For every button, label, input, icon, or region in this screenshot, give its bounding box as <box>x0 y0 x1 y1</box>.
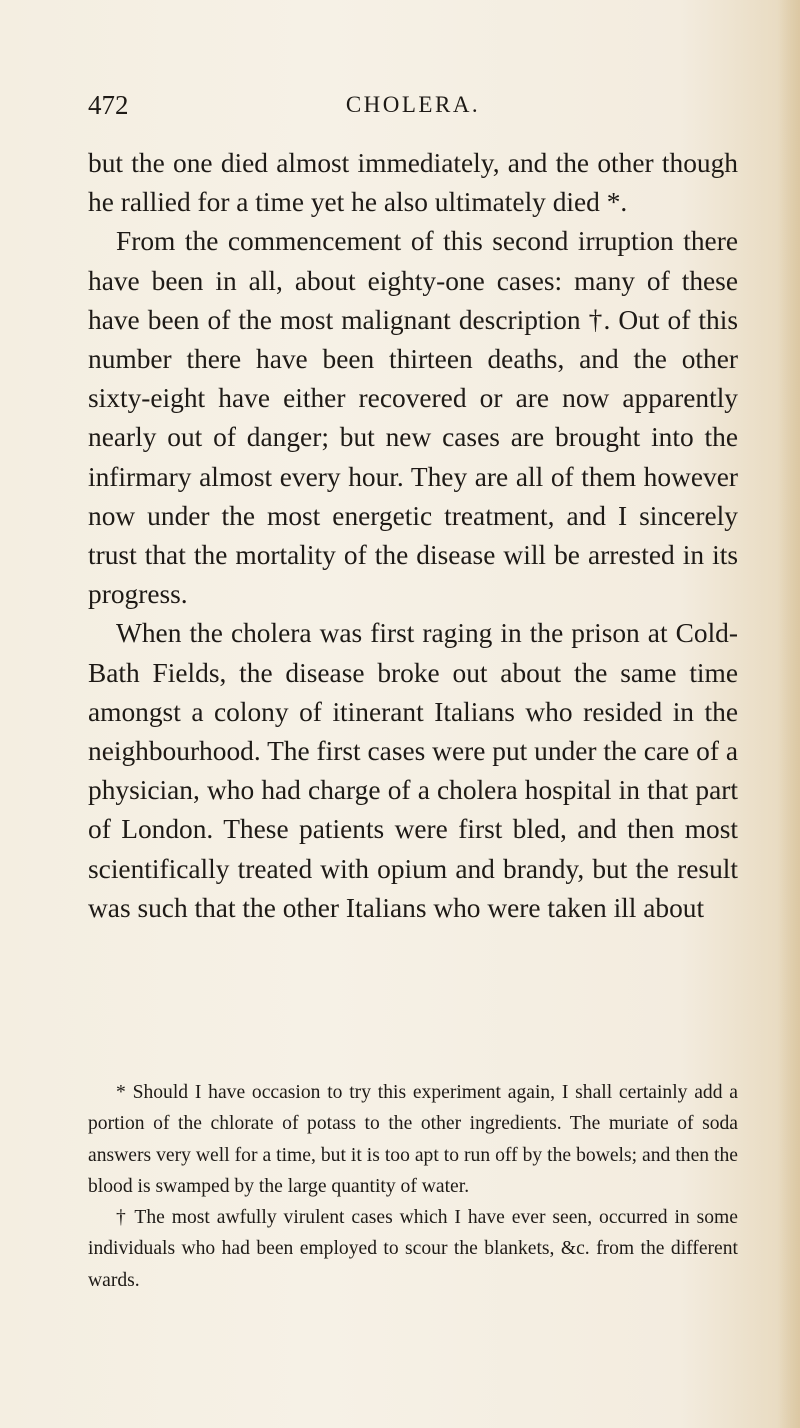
paragraph-2: From the commencement of this second irruption there have been in all, about eighty-one cases: many of these have been of the most malignant description †. Out of this number there have been thirteen deaths, and the other sixty-eight have either recovered or are now apparently nearly out of danger; but new cases are brought into the infirmary almost every hour. They are all of them however now under the most energetic treatment, and I sincerely trust that the mortality of the disease will be arrested in its progress. <box>88 226 738 610</box>
footnote-asterisk: * Should I have occasion to try this experiment again, I shall certainly add a portion of the chlorate of potass to the other ingredients. The muriate of soda answers very well for a time, but it is too apt to run off by the bowels; and then the blood is swamped by the large quantity of water. <box>88 1082 738 1197</box>
footnotes <box>88 1077 738 1296</box>
page-header <box>88 88 738 122</box>
paragraph-3: When the cholera was first raging in the prison at Cold-Bath Fields, the disease broke out about the same time amongst a colony of itinerant Italians who resided in the neighbourhood. The first cases were put under the care of a physician, who had charge of a cholera hospital in that part of London. These patients were first bled, and then most scientifically treated with opium and brandy, but the result was such that the other Italians who were taken ill about <box>88 618 738 923</box>
page-number: 472 <box>88 90 129 120</box>
footnote-dagger: † The most awfully virulent cases which I have ever seen, occurred in some individuals who had been employed to scour the blankets, &c. from the different wards. <box>88 1207 738 1291</box>
page-edge-shadow <box>778 0 800 1428</box>
paragraph-1: but the one died almost immediately, and the other though he rallied for a time yet he also ultimately died *. <box>88 148 738 218</box>
running-head: CHOLERA. <box>345 92 481 117</box>
body-text <box>88 144 738 928</box>
